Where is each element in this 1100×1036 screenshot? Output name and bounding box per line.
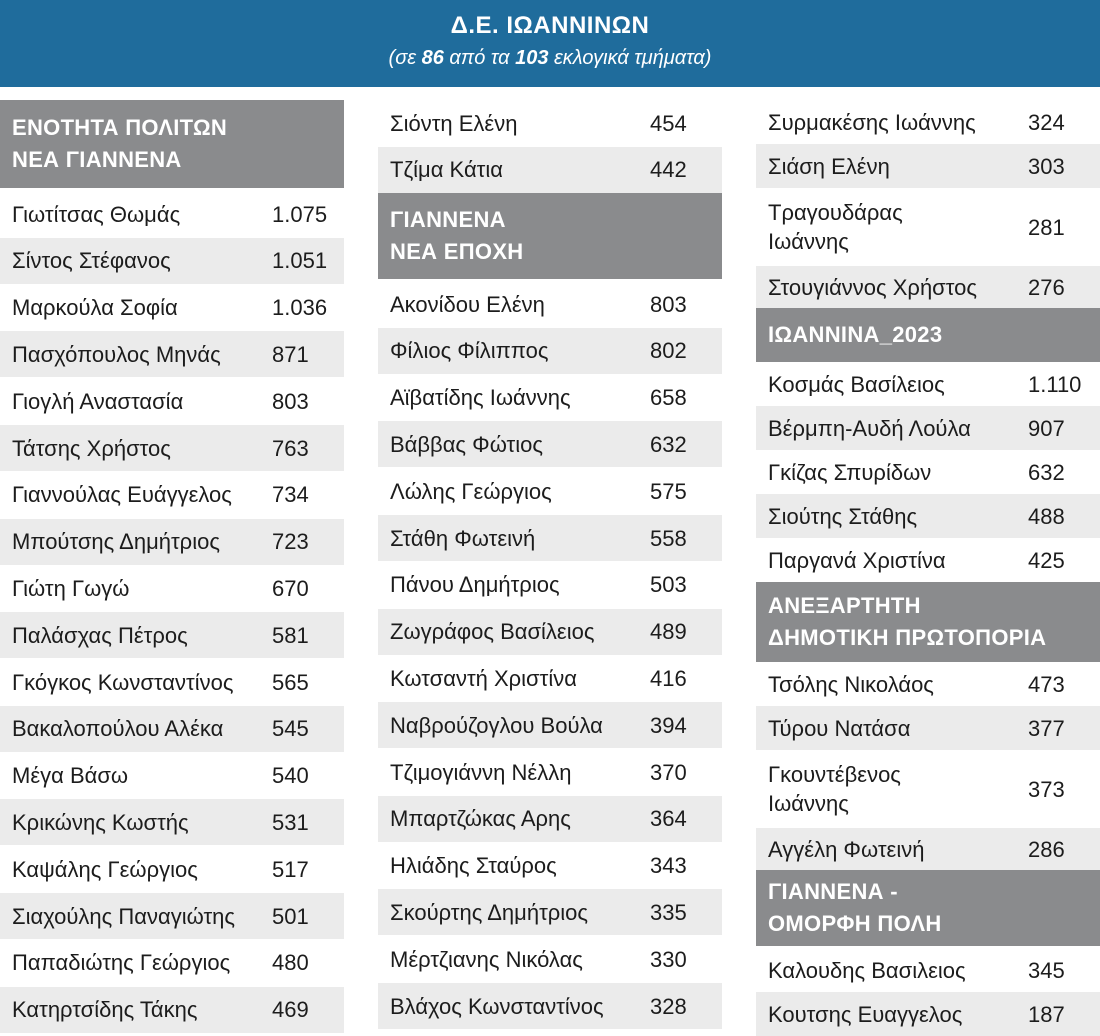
candidate-votes: 803: [272, 388, 309, 414]
candidate-row: [378, 375, 722, 421]
candidate-votes: 328: [650, 993, 687, 1019]
candidate-row: [0, 940, 344, 986]
candidate-name: Γκίζας Σπυρίδων: [768, 459, 932, 485]
candidate-votes: 545: [272, 716, 309, 742]
candidate-row: [0, 565, 344, 611]
candidate-name: Κωτσαντή Χριστίνα: [390, 665, 577, 691]
candidate-name: Αγγέλη Φωτεινή: [768, 836, 925, 862]
candidate-name: Στουγιάννος Χρήστος: [768, 274, 977, 300]
candidate-row: [0, 191, 344, 237]
candidate-row: [0, 238, 344, 284]
candidate-row: [378, 889, 722, 935]
candidate-votes: 907: [1028, 415, 1065, 441]
candidate-name: Στάθη Φωτεινή: [390, 525, 536, 551]
candidate-row: [0, 987, 344, 1033]
candidate-name: Μέρτζιανης Νικόλας: [390, 946, 583, 972]
candidate-name: Ζωγράφος Βασίλειος: [390, 619, 595, 645]
candidate-row: [0, 659, 344, 705]
candidate-name: Βλάχος Κωνσταντίνος: [390, 993, 604, 1019]
candidate-row: [378, 328, 722, 374]
candidate-votes: 343: [650, 853, 687, 879]
candidate-votes: 803: [650, 291, 687, 317]
candidate-name: Συρμακέσης Ιωάννης: [768, 109, 976, 135]
candidate-votes: 377: [1028, 715, 1065, 741]
candidate-row: [378, 468, 722, 514]
candidate-row: [756, 750, 1100, 828]
candidate-votes: 575: [650, 478, 687, 504]
column-2: [378, 100, 722, 1036]
candidate-row: [0, 893, 344, 939]
candidate-votes: 581: [272, 622, 309, 648]
candidate-row: [756, 450, 1100, 494]
candidate-votes: 416: [650, 665, 687, 691]
candidate-votes: 473: [1028, 671, 1065, 697]
candidate-name: Τσόλης Νικολάος: [768, 671, 934, 697]
candidate-name: Τζιμογιάννη Νέλλη: [390, 759, 572, 785]
results-header: [0, 0, 1100, 87]
candidate-row: [756, 662, 1100, 706]
group-aneksartiti: ΑΝΕΞΑΡΤΗΤΗ ΔΗΜΟΤΙΚΗ ΠΡΩΤΟΠΟΡΙΑ: [756, 582, 1100, 662]
candidate-name: Κοσμάς Βασίλειος: [768, 371, 945, 397]
candidate-votes: 454: [650, 110, 687, 136]
candidate-name: Γκουντέβενος Ιωάννης: [768, 762, 901, 816]
candidate-name: Γιαννούλας Ευάγγελος: [12, 482, 232, 508]
candidate-name: Παπαδιώτης Γεώργιος: [12, 950, 231, 976]
candidate-row: [378, 983, 722, 1029]
candidate-votes: 286: [1028, 836, 1065, 862]
candidate-row: [378, 562, 722, 608]
candidate-row: [378, 655, 722, 701]
candidate-row: [756, 144, 1100, 188]
candidate-votes: 373: [1028, 776, 1065, 802]
candidate-row: [0, 472, 344, 518]
candidate-name: Γκόγκος Κωνσταντίνος: [12, 669, 234, 695]
candidate-votes: 276: [1028, 274, 1065, 300]
candidate-votes: 670: [272, 575, 309, 601]
candidate-name: Γιωτίτσας Θωμάς: [12, 201, 181, 227]
candidate-votes: 345: [1028, 957, 1065, 983]
candidate-row: [378, 749, 722, 795]
candidate-row: [756, 706, 1100, 750]
candidate-votes: 763: [272, 435, 309, 461]
candidate-row: [756, 266, 1100, 308]
candidate-row: [756, 494, 1100, 538]
candidate-row: [0, 753, 344, 799]
candidate-name: Τάτσης Χρήστος: [12, 435, 171, 461]
candidate-row: [378, 936, 722, 982]
candidate-votes: 442: [650, 157, 687, 182]
candidate-row: [0, 799, 344, 845]
group-giannena-omorfi-poli: ΓΙΑΝΝΕΝΑ - ΟΜΟΡΦΗ ΠΟΛΗ: [756, 870, 1100, 946]
candidate-votes: 1.075: [272, 201, 328, 227]
candidate-name: Ναβρούζογλου Βούλα: [390, 712, 603, 738]
candidate-name: Γιώτη Γωγώ: [12, 575, 130, 601]
candidate-name: Σιόντη Ελένη: [390, 110, 518, 136]
candidate-name: Παλάσχας Πέτρος: [12, 622, 188, 648]
candidate-row: [0, 706, 344, 752]
candidate-votes: 480: [272, 950, 309, 976]
candidate-votes: 531: [272, 809, 309, 835]
candidate-votes: 540: [272, 763, 309, 789]
candidate-name: Σίντος Στέφανος: [12, 248, 171, 274]
candidate-row: [756, 406, 1100, 450]
candidate-votes: 1.051: [272, 248, 328, 274]
candidate-votes: 394: [650, 712, 687, 738]
candidate-name: Ακονίδου Ελένη: [390, 291, 545, 317]
candidate-name: Τύρου Νατάσα: [768, 715, 911, 741]
candidate-name: Κουτσης Ευαγγελος: [768, 1001, 963, 1027]
candidate-row: [756, 188, 1100, 266]
candidate-row: [0, 519, 344, 565]
candidate-name: Πάνου Δημήτριος: [390, 572, 560, 598]
candidate-votes: 335: [650, 899, 687, 925]
candidate-row: [378, 702, 722, 748]
candidate-row: [378, 609, 722, 655]
candidate-votes: 1.036: [272, 295, 328, 321]
group-giannena-nea-epoxi: ΓΙΑΝΝΕΝΑ ΝΕΑ ΕΠΟΧΗ: [378, 193, 722, 279]
candidate-votes: 488: [1028, 503, 1065, 529]
candidate-name: Βέρμπη-Αυδή Λούλα: [768, 415, 971, 441]
candidate-row: [0, 425, 344, 471]
candidate-name: Μπούτσης Δημήτριος: [12, 529, 220, 555]
candidate-votes: 503: [650, 572, 687, 598]
candidate-name: Φίλιος Φίλιππος: [390, 338, 549, 364]
candidate-row: [378, 421, 722, 467]
column-1: [0, 100, 344, 1036]
candidate-row: [0, 378, 344, 424]
candidate-votes: 364: [650, 806, 687, 832]
candidate-votes: 632: [1028, 459, 1065, 485]
header-title: Δ.Ε. ΙΩΑΝΝΙΝΩΝ: [450, 12, 650, 39]
candidate-votes: 324: [1028, 109, 1065, 135]
group-enotita-politon: ΕΝΟΤΗΤΑ ΠΟΛΙΤΩΝ ΝΕΑ ΓΙΑΝΝΕΝΑ: [0, 100, 344, 188]
candidate-votes: 469: [272, 997, 309, 1023]
candidate-votes: 632: [650, 431, 687, 457]
candidate-row: [756, 362, 1100, 406]
candidate-name: Σιάση Ελένη: [768, 153, 890, 179]
group-ioannina-2023: ΙΩΑΝΝΙΝΑ_2023: [756, 308, 1100, 362]
candidate-row: [378, 100, 722, 146]
candidate-votes: 425: [1028, 547, 1065, 573]
candidate-votes: 558: [650, 525, 687, 551]
candidate-row: [0, 846, 344, 892]
candidate-name: Βακαλοπούλου Αλέκα: [12, 716, 224, 742]
candidate-votes: 281: [1028, 214, 1065, 240]
candidate-name: Τζίμα Κάτια: [390, 157, 503, 182]
candidate-votes: 658: [650, 385, 687, 411]
candidate-name: Αϊβατίδης Ιωάννης: [390, 385, 571, 411]
candidate-name: Καψάλης Γεώργιος: [12, 856, 198, 882]
candidate-votes: 802: [650, 338, 687, 364]
candidate-name: Μέγα Βάσω: [12, 763, 129, 789]
candidate-votes: 723: [272, 529, 309, 555]
candidate-name: Καλουδης Βασιλειος: [768, 957, 966, 983]
candidate-name: Σκούρτης Δημήτριος: [390, 899, 588, 925]
candidate-votes: 871: [272, 341, 309, 367]
candidate-name: Τραγουδάρας Ιωάννης: [768, 200, 903, 254]
candidate-row: [0, 331, 344, 377]
candidate-row: [756, 828, 1100, 870]
candidate-votes: 489: [650, 619, 687, 645]
candidate-votes: 734: [272, 482, 309, 508]
candidate-row: [0, 285, 344, 331]
candidate-votes: 501: [272, 903, 309, 929]
candidate-row: [378, 796, 722, 842]
candidate-name: Μπαρτζώκας Αρης: [390, 806, 571, 832]
candidate-row: [756, 100, 1100, 144]
header-subtitle: (σε 86 από τα 103 εκλογικά τμήματα): [388, 47, 712, 69]
candidate-name: Σιούτης Στάθης: [768, 503, 918, 529]
candidate-row: [378, 515, 722, 561]
candidate-row: [378, 147, 722, 193]
candidate-name: Λώλης Γεώργιος: [390, 478, 552, 504]
candidate-row: [0, 612, 344, 658]
candidate-votes: 330: [650, 946, 687, 972]
candidate-row: [756, 948, 1100, 992]
candidate-name: Ηλιάδης Σταύρος: [390, 853, 557, 879]
candidate-name: Βάββας Φώτιος: [390, 431, 543, 457]
candidate-name: Γιογλή Αναστασία: [12, 388, 184, 414]
candidate-row: [378, 843, 722, 889]
candidate-votes: 1.110: [1028, 371, 1082, 397]
candidate-votes: 187: [1028, 1001, 1065, 1027]
candidate-votes: 565: [272, 669, 309, 695]
candidate-votes: 517: [272, 856, 309, 882]
candidate-name: Κρικώνης Κωστής: [12, 809, 189, 835]
candidate-votes: 303: [1028, 153, 1065, 179]
candidate-name: Παργανά Χριστίνα: [768, 547, 946, 573]
column-3: [756, 100, 1100, 1036]
candidate-row: [756, 992, 1100, 1036]
candidate-name: Σιαχούλης Παναγιώτης: [12, 903, 235, 929]
candidate-votes: 370: [650, 759, 687, 785]
candidate-name: Κατηρτσίδης Τάκης: [12, 997, 198, 1023]
candidate-row: [378, 281, 722, 327]
candidate-name: Πασχόπουλος Μηνάς: [12, 341, 221, 367]
candidate-row: [756, 538, 1100, 582]
candidate-name: Μαρκούλα Σοφία: [12, 295, 178, 321]
